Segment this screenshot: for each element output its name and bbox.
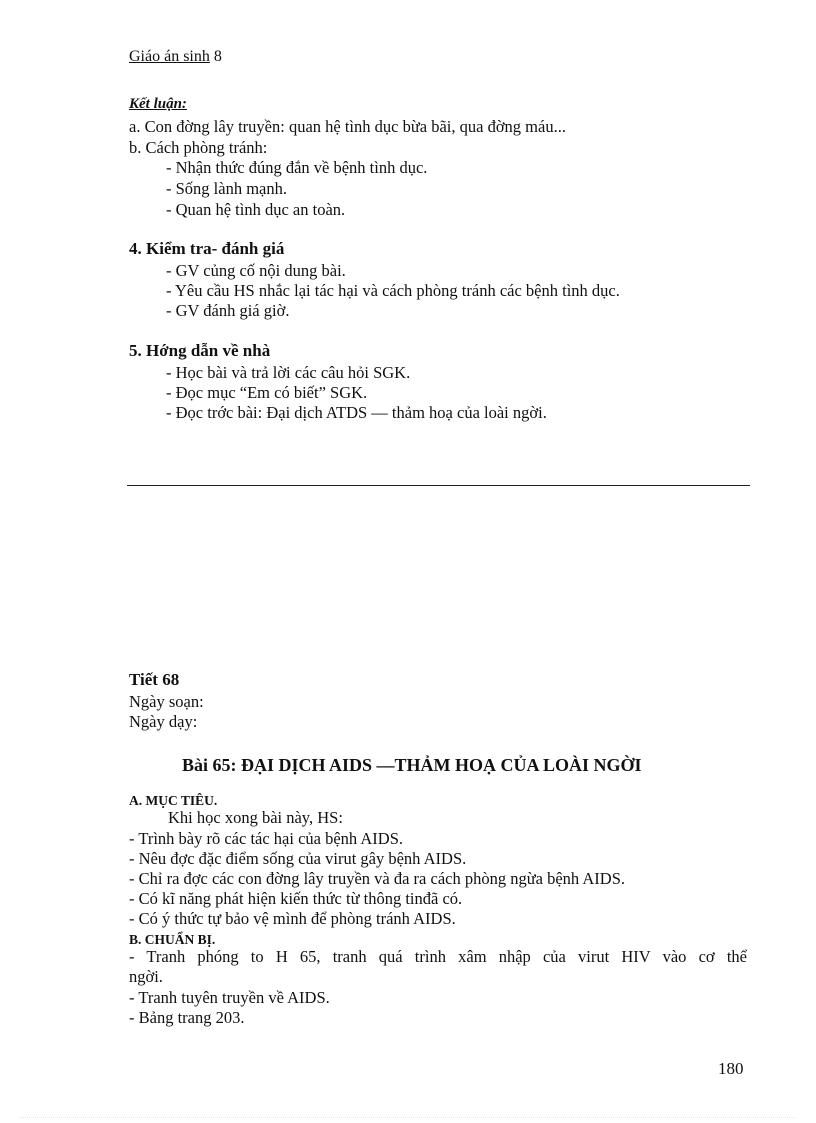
list-item: - GV đánh giá giờ. [166, 301, 290, 320]
list-item: - Có kĩ năng phát hiện kiến thức từ thông tinđã có. [129, 889, 463, 908]
list-item: - Yêu cầu HS nhắc lại tác hại và cách phòng tránh các bệnh tình dục. [166, 281, 620, 300]
list-item: - Quan hệ tình dục an toàn. [166, 200, 346, 219]
page-bottom-border [20, 1117, 796, 1118]
list-item: - Học bài và trả lời các câu hỏi SGK. [166, 363, 411, 382]
preparation-heading: B. CHUẨN BỊ. [129, 932, 216, 947]
objectives-intro: Khi học xong bài này, HS: [168, 808, 343, 827]
list-item: - Sống lành mạnh. [166, 179, 287, 198]
ket-luan-line-a: a. Con đờng lây truyền: quan hệ tình dục bừa bãi, qua đờng máu... [129, 117, 566, 136]
page-header [129, 48, 222, 66]
lesson-title: Bài 65: ĐẠI DỊCH AIDS —THẢM HOẠ CỦA LOÀI NGỜI [182, 755, 642, 775]
prep-date-label: Ngày soạn: [129, 692, 204, 711]
header-grade: 8 [213, 48, 222, 65]
list-item: - Đọc trớc bài: Đại dịch ATDS — thảm hoạ của loài ngời. [166, 403, 547, 422]
ket-luan-heading: Kết luận: [129, 96, 187, 112]
list-item: - Nhận thức đúng đắn về bệnh tình dục. [166, 158, 428, 177]
list-item: - Tranh phóng to H 65, tranh quá trình xâm nhập của virut HIV vào cơ thể [129, 947, 747, 966]
list-item: - Trình bày rõ các tác hại của bệnh AIDS. [129, 829, 404, 848]
section-5-heading: 5. Hớng dẫn về nhà [129, 341, 271, 360]
list-item: - Nêu đợc đặc điểm sống của virut gây bệnh AIDS. [129, 849, 467, 868]
list-item: - Chỉ ra đợc các con đờng lây truyền và đa ra cách phòng ngừa bệnh AIDS. [129, 869, 626, 888]
lesson-period: Tiết 68 [129, 670, 180, 689]
section-4-heading: 4. Kiểm tra- đánh giá [129, 239, 285, 258]
list-item: - Tranh tuyên truyền về AIDS. [129, 988, 330, 1007]
list-item-continuation: ngời. [129, 967, 163, 986]
list-item: - Có ý thức tự bảo vệ mình để phòng tránh AIDS. [129, 909, 456, 928]
objectives-heading: A. MỤC TIÊU. [129, 793, 218, 808]
list-item: - GV củng cố nội dung bài. [166, 261, 346, 280]
page-number: 180 [718, 1059, 744, 1078]
horizontal-divider [127, 485, 750, 486]
list-item: - Đọc mục “Em có biết” SGK. [166, 383, 368, 402]
header-subject: Giáo án sinh [129, 48, 210, 65]
teach-date-label: Ngày dạy: [129, 712, 198, 731]
list-item: - Bảng trang 203. [129, 1008, 245, 1027]
ket-luan-line-b: b. Cách phòng tránh: [129, 138, 268, 157]
